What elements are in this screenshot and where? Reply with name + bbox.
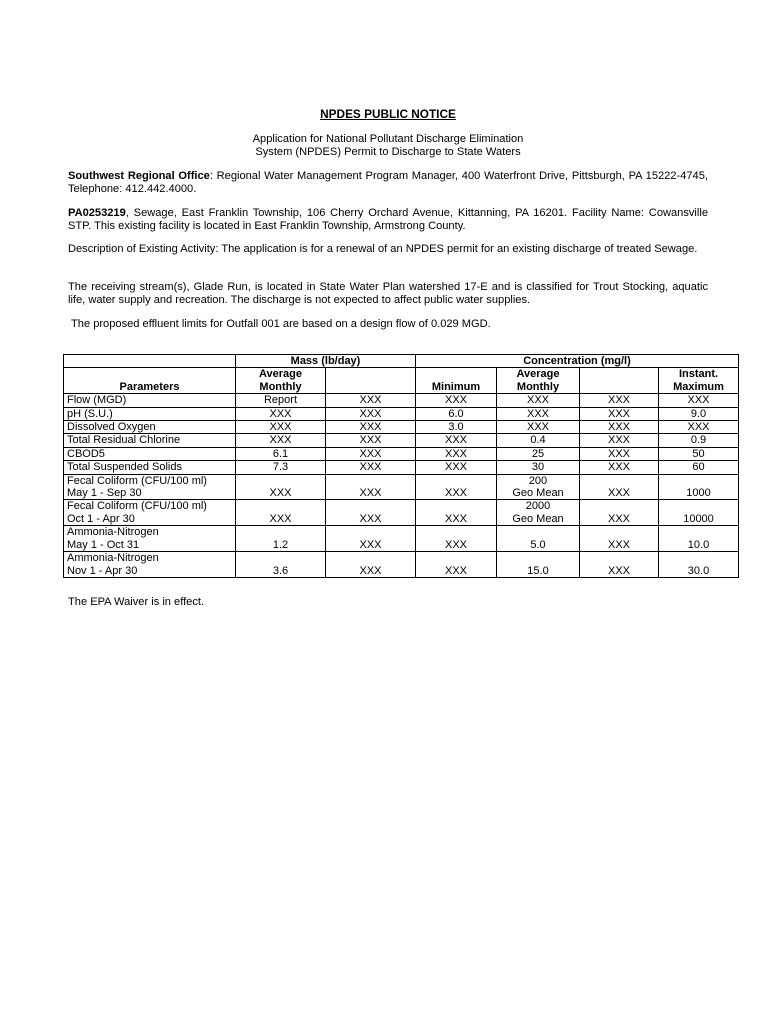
parameter-season: May 1 - Sep 30	[67, 487, 142, 500]
cell-parameter	[64, 434, 236, 447]
value-text: XXX	[444, 434, 467, 447]
cell-value	[326, 526, 416, 552]
notice-title: NPDES PUBLIC NOTICE	[320, 107, 456, 121]
value-text: XXX	[687, 421, 710, 434]
cell-value	[659, 461, 739, 474]
col-header-parameters: Parameters	[64, 368, 236, 394]
header-text: Maximum	[673, 380, 724, 393]
table-row	[64, 407, 739, 420]
cell-value	[326, 552, 416, 578]
col-header-mass-average-monthly	[236, 368, 326, 394]
value-text: XXX	[269, 487, 292, 500]
value-text: 15.0	[527, 564, 549, 577]
value-text: 30.0	[687, 564, 710, 577]
cell-value	[580, 474, 659, 500]
value-qualifier: Geo Mean	[512, 487, 564, 500]
permit-id: PA0253219	[68, 207, 126, 219]
header-text: Instant.	[678, 368, 719, 381]
parameter-name: Dissolved Oxygen	[67, 421, 156, 434]
col-header-instant-maximum	[659, 368, 739, 394]
permit-paragraph	[68, 207, 708, 233]
value-text: XXX	[359, 407, 382, 420]
cell-value	[497, 447, 580, 460]
cell-value	[580, 447, 659, 460]
value-text: 50	[692, 447, 705, 460]
cell-value	[659, 407, 739, 420]
cell-value	[416, 421, 497, 434]
subtitle-line-2: System (NPDES) Permit to Discharge to State Waters	[255, 146, 521, 158]
cell-value	[416, 526, 497, 552]
cell-value	[580, 394, 659, 407]
cell-value	[659, 526, 739, 552]
value-qualifier: Geo Mean	[512, 512, 564, 525]
value-text: XXX	[359, 447, 382, 460]
cell-value	[659, 434, 739, 447]
cell-value	[416, 447, 497, 460]
parameter-season: Nov 1 - Apr 30	[67, 564, 138, 577]
header-text: Average	[258, 368, 302, 381]
cell-value	[326, 474, 416, 500]
parameter-name: CBOD5	[67, 447, 105, 460]
cell-parameter	[64, 500, 236, 526]
parameter-name: Total Residual Chlorine	[67, 434, 181, 447]
cell-value	[580, 526, 659, 552]
value-text: XXX	[444, 512, 467, 525]
parameter-name: Fecal Coliform (CFU/100 ml)	[67, 500, 207, 513]
office-label: Southwest Regional Office	[68, 170, 210, 182]
value-text: 200	[528, 474, 548, 487]
cell-value	[497, 552, 580, 578]
value-text: XXX	[607, 407, 630, 420]
table-row	[64, 421, 739, 434]
table-body	[64, 394, 739, 578]
value-text: XXX	[444, 564, 467, 577]
group-header-concentration: Concentration (mg/l)	[416, 355, 739, 368]
cell-value	[580, 407, 659, 420]
description-paragraph: Description of Existing Activity: The application is for a renewal of an NPDES permit for an existing discharge of treated Sewage.	[68, 243, 698, 255]
table-row	[64, 461, 739, 474]
value-text: XXX	[607, 394, 630, 407]
col-header-minimum: Minimum	[416, 368, 497, 394]
header-text: Monthly	[516, 380, 560, 393]
cell-value	[326, 461, 416, 474]
cell-parameter	[64, 461, 236, 474]
value-text: XXX	[359, 421, 382, 434]
cell-value	[236, 474, 326, 500]
cell-value	[326, 500, 416, 526]
cell-parameter	[64, 552, 236, 578]
table-row	[64, 474, 739, 500]
header-text: Monthly	[259, 380, 302, 393]
subtitle-line-1: Application for National Pollutant Discharge Elimination	[252, 133, 524, 145]
cell-value	[497, 434, 580, 447]
parameter-name: Ammonia-Nitrogen	[67, 526, 159, 539]
cell-value	[659, 447, 739, 460]
value-text: XXX	[444, 447, 467, 460]
value-text: 3.0	[448, 421, 464, 434]
value-text: XXX	[359, 394, 382, 407]
cell-value	[416, 407, 497, 420]
cell-value	[580, 552, 659, 578]
cell-parameter	[64, 394, 236, 407]
receiving-stream-paragraph: The receiving stream(s), Glade Run, is located in State Water Plan watershed 17-E and is classified for Trout Stocking, aquatic life, water supply and recreation. The discharge is not expected to affect public water supplies.	[68, 281, 708, 306]
value-text: XXX	[526, 394, 549, 407]
value-text: XXX	[687, 394, 710, 407]
value-text: XXX	[359, 487, 382, 500]
effluent-intro: The proposed effluent limits for Outfall 001 are based on a design flow of 0.029 MGD.	[71, 318, 491, 330]
parameter-name: Total Suspended Solids	[67, 461, 182, 474]
cell-value	[580, 421, 659, 434]
cell-value	[236, 526, 326, 552]
parameter-season: Oct 1 - Apr 30	[67, 512, 135, 525]
cell-value	[659, 394, 739, 407]
cell-value	[326, 394, 416, 407]
value-text: XXX	[444, 461, 467, 474]
cell-value	[497, 394, 580, 407]
cell-parameter	[64, 421, 236, 434]
value-text: XXX	[607, 538, 630, 551]
value-text: 7.3	[272, 461, 289, 474]
cell-value	[236, 500, 326, 526]
value-text: XXX	[269, 407, 292, 420]
col-header-conc-average-monthly	[497, 368, 580, 394]
value-text: XXX	[444, 487, 467, 500]
value-text: XXX	[269, 512, 292, 525]
value-text: XXX	[444, 538, 467, 551]
cell-value	[497, 407, 580, 420]
value-text: XXX	[607, 434, 630, 447]
cell-value	[497, 421, 580, 434]
value-text: XXX	[359, 434, 382, 447]
permit-text: , Sewage, East Franklin Township, 106 Cherry Orchard Avenue, Kittanning, PA 16201. Facility Name: Cowansville STP. This existing facility is located in East Franklin Township, Armstrong County.	[68, 207, 708, 232]
value-text: XXX	[359, 461, 382, 474]
value-text: XXX	[359, 538, 382, 551]
value-text: 0.4	[530, 434, 546, 447]
cell-value	[416, 552, 497, 578]
value-text: XXX	[607, 512, 630, 525]
value-text: 6.1	[272, 447, 289, 460]
cell-value	[236, 421, 326, 434]
effluent-limits-table	[63, 354, 739, 578]
value-text: 1000	[686, 487, 711, 500]
cell-value	[236, 394, 326, 407]
cell-value	[236, 552, 326, 578]
table-row	[64, 500, 739, 526]
cell-value	[326, 434, 416, 447]
cell-value	[659, 552, 739, 578]
regional-office-paragraph	[68, 170, 708, 196]
parameter-name: pH (S.U.)	[67, 407, 113, 420]
value-text: XXX	[607, 564, 630, 577]
cell-value	[497, 526, 580, 552]
cell-value	[497, 474, 580, 500]
value-text: 0.9	[690, 434, 707, 447]
cell-value	[580, 500, 659, 526]
table-row	[64, 394, 739, 407]
value-text: 10.0	[687, 538, 710, 551]
value-text: 60	[692, 461, 705, 474]
cell-value	[416, 474, 497, 500]
cell-value	[659, 474, 739, 500]
cell-value	[416, 394, 497, 407]
cell-parameter	[64, 474, 236, 500]
value-text: XXX	[359, 512, 382, 525]
cell-value	[326, 447, 416, 460]
cell-value	[416, 461, 497, 474]
col-header-mass-blank	[326, 368, 416, 394]
header-text: Average	[516, 368, 560, 381]
cell-value	[659, 421, 739, 434]
parameter-name: Ammonia-Nitrogen	[67, 552, 159, 565]
value-text: XXX	[444, 394, 467, 407]
cell-parameter	[64, 407, 236, 420]
value-text: XXX	[359, 564, 382, 577]
value-text: 25	[531, 447, 545, 460]
value-text: 3.6	[272, 564, 289, 577]
table-row	[64, 434, 739, 447]
value-text: XXX	[607, 487, 630, 500]
cell-value	[326, 407, 416, 420]
cell-value	[236, 434, 326, 447]
cell-value	[416, 434, 497, 447]
value-text: XXX	[269, 434, 292, 447]
value-text: XXX	[526, 421, 549, 434]
cell-parameter	[64, 526, 236, 552]
cell-value	[580, 461, 659, 474]
cell-value	[236, 461, 326, 474]
cell-value	[659, 500, 739, 526]
value-text: 9.0	[690, 407, 707, 420]
value-text: XXX	[269, 421, 292, 434]
value-text: 2000	[525, 500, 551, 513]
value-text: XXX	[526, 407, 549, 420]
value-text: 10000	[683, 512, 714, 525]
table-row	[64, 526, 739, 552]
cell-value	[497, 500, 580, 526]
cell-value	[236, 447, 326, 460]
parameter-season: May 1 - Oct 31	[67, 538, 140, 551]
cell-parameter	[64, 447, 236, 460]
parameter-name: Flow (MGD)	[67, 394, 127, 407]
value-text: 5.0	[530, 538, 546, 551]
col-header-conc-blank	[580, 368, 659, 394]
value-text: 6.0	[448, 407, 464, 420]
value-text: 30	[531, 461, 545, 474]
table-row	[64, 447, 739, 460]
cell-value	[236, 407, 326, 420]
value-text: Report	[263, 394, 298, 407]
value-text: XXX	[607, 461, 630, 474]
cell-value	[326, 421, 416, 434]
notice-subtitle	[68, 133, 708, 159]
table-row	[64, 552, 739, 578]
cell-value	[497, 461, 580, 474]
group-header-mass: Mass (lb/day)	[236, 355, 416, 368]
parameter-name: Fecal Coliform (CFU/100 ml)	[67, 474, 207, 487]
cell-value	[416, 500, 497, 526]
epa-waiver-note: The EPA Waiver is in effect.	[68, 596, 205, 608]
header-blank	[64, 355, 236, 368]
value-text: 1.2	[272, 538, 289, 551]
office-text: : Regional Water Management Program Manager, 400 Waterfront Drive, Pittsburgh, PA 15222-4745, Telephone: 412.442.4000.	[68, 170, 708, 195]
cell-value	[580, 434, 659, 447]
value-text: XXX	[607, 447, 630, 460]
value-text: XXX	[607, 421, 630, 434]
